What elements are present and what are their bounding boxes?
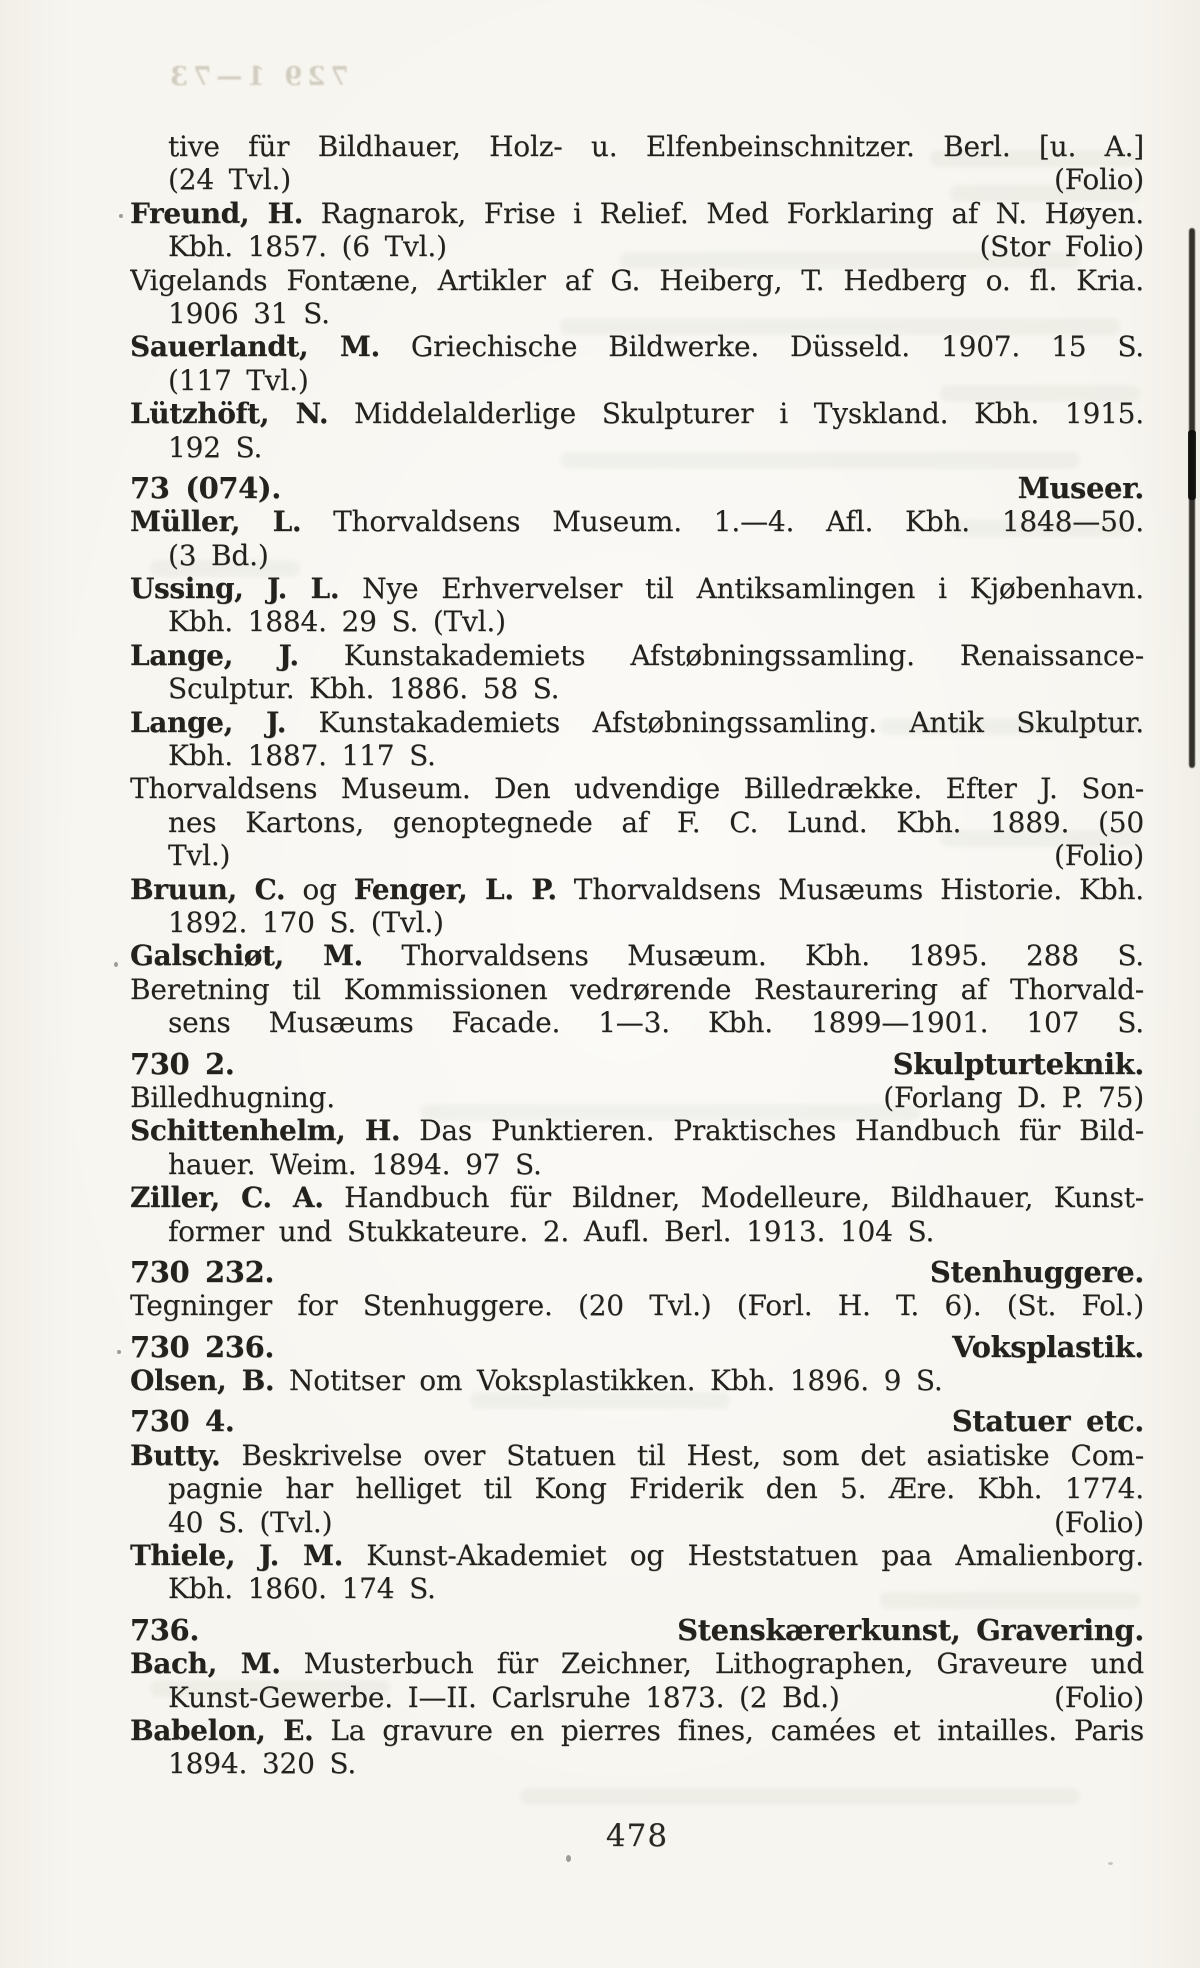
entry-author-name: Sauerlandt, M.	[130, 330, 380, 364]
entry-text: La gravure en pierres fines, camées et intailles. Paris	[313, 1713, 1144, 1747]
section-title	[930, 1256, 1144, 1289]
entry-line	[130, 1006, 1144, 1039]
section-number	[130, 1256, 274, 1289]
entry-author-name: 730 4.	[130, 1405, 235, 1439]
entry-line	[130, 1572, 1144, 1605]
entry-line	[130, 1215, 1144, 1248]
format-note	[1054, 163, 1144, 196]
entry-line	[130, 572, 1144, 605]
entry-line	[130, 539, 1144, 572]
entry-line	[130, 230, 1144, 263]
entry-line	[130, 1114, 1144, 1147]
entry-author-name: 730 2.	[130, 1047, 235, 1081]
entry-text: (Folio)	[1054, 163, 1144, 197]
entry-author-name: 73 (074).	[130, 471, 281, 505]
ink-speck	[119, 214, 123, 218]
format-note	[883, 1081, 1144, 1114]
entry-text: Ragnarok, Frise i Relief. Med Forklaring af N. Høyen.	[302, 196, 1144, 230]
entry-line	[130, 431, 1144, 464]
entry-line	[130, 505, 1144, 538]
entry-text: Musterbuch für Zeichner, Lithographen, Graveure und	[280, 1647, 1144, 1681]
entry-line	[130, 973, 1144, 1006]
entry-text: pagnie har helliget til Kong Friderik den 5. Ære. Kbh. 1774.	[168, 1472, 1144, 1506]
entry-left-text	[168, 1681, 840, 1714]
entry-text: Thorvaldsens Museum. Den udvendige Billedrække. Efter J. Son-	[130, 772, 1144, 806]
entry-author-name: Skulpturteknik.	[892, 1047, 1144, 1081]
entry-line	[130, 1148, 1144, 1181]
entry-text: 40 S. (Tvl.)	[168, 1505, 333, 1539]
entry-line	[130, 364, 1144, 397]
entry-author-name: Freund, H.	[130, 196, 303, 230]
entry-author-name: Statuer etc.	[951, 1405, 1144, 1439]
entry-line	[130, 197, 1144, 230]
entry-text: tive für Bildhauer, Holz- u. Elfenbeinschnitzer. Berl. [u. A.]	[168, 130, 1144, 163]
entry-text: nes Kartons, genoptegnede af F. C. Lund. Kbh. 1889. (50	[168, 805, 1144, 839]
entry-author-name: 736.	[130, 1613, 200, 1647]
entry-text: former und Stukkateure. 2. Aufl. Berl. 1913. 104 S.	[168, 1214, 935, 1248]
entry-line	[130, 672, 1144, 705]
entry-text: (Folio)	[1054, 1680, 1144, 1714]
entry-line	[130, 605, 1144, 638]
entry-line	[130, 806, 1144, 839]
entry-text: (Forlang D. P. 75)	[883, 1080, 1144, 1114]
entry-text: Kunstakademiets Afstøbningssamling. Antik Skulptur.	[286, 705, 1144, 739]
entry-text: (Stor Folio)	[979, 230, 1144, 264]
entry-author-name: Butty.	[130, 1438, 221, 1472]
format-note	[1054, 839, 1144, 872]
entry-text: Kbh. 1887. 117 S.	[168, 739, 436, 773]
section-title	[952, 1405, 1144, 1438]
entry-left-text	[168, 163, 291, 196]
entry-left-text	[168, 839, 230, 872]
entry-text: Kbh. 1884. 29 S. (Tvl.)	[168, 605, 506, 639]
section-number	[130, 1331, 274, 1364]
entry-line	[130, 330, 1144, 363]
entry-text: Kunst-Akademiet og Heststatuen paa Amalienborg.	[342, 1539, 1144, 1573]
entry-author-name: Fenger, L. P.	[353, 872, 557, 906]
entry-text: Thorvaldsens Musæum. Kbh. 1895. 288 S.	[362, 939, 1144, 973]
section-number	[130, 472, 281, 505]
entry-author-name: Galschiøt, M.	[130, 939, 363, 973]
entry-text: Vigelands Fontæne, Artikler af G. Heiberg, T. Hedberg o. fl. Kria.	[130, 263, 1144, 297]
entry-line	[130, 1181, 1144, 1214]
entry-line	[130, 639, 1144, 672]
entry-text: 192 S.	[168, 430, 263, 464]
entry-text: Nye Erhvervelser til Antiksamlingen i Kjøbenhavn.	[339, 572, 1144, 606]
entry-text: (24 Tvl.)	[168, 163, 291, 197]
entry-text: Kunst-Gewerbe. I—II. Carlsruhe 1873. (2 Bd.)	[168, 1680, 840, 1714]
entry-line	[130, 1681, 1144, 1714]
entry-line	[130, 1747, 1144, 1780]
section-heading-line	[130, 1614, 1144, 1647]
entry-text: Kunstakademiets Afstøbningssamling. Renaissance-	[298, 638, 1144, 672]
entry-line	[130, 297, 1144, 330]
ink-speck	[117, 1350, 121, 1354]
entry-text: Das Punktieren. Praktisches Handbuch für Bild-	[400, 1114, 1144, 1148]
entry-text: 1892. 170 S. (Tvl.)	[168, 905, 444, 939]
entry-line	[130, 1506, 1144, 1539]
entry-line	[130, 906, 1144, 939]
entry-line	[130, 772, 1144, 805]
section-title	[677, 1614, 1144, 1647]
entry-text: Sculptur. Kbh. 1886. 58 S.	[168, 672, 560, 706]
entry-line	[130, 706, 1144, 739]
entry-line	[130, 1364, 1144, 1397]
entry-text: Billedhugning.	[130, 1080, 335, 1114]
entry-text: sens Musæums Facade. 1—3. Kbh. 1899—1901. 107 S.	[168, 1006, 1144, 1040]
page-number: 478	[605, 1818, 669, 1854]
entry-text: og	[285, 872, 354, 906]
section-number	[130, 1405, 235, 1438]
entry-author-name: Schittenhelm, H.	[130, 1114, 401, 1148]
section-heading-line	[130, 1256, 1144, 1289]
entry-author-name: Ussing, J. L.	[130, 572, 340, 606]
ink-speck	[566, 1855, 571, 1862]
entry-text: (117 Tvl.)	[168, 363, 309, 397]
entry-text: Thorvaldsens Museum. 1.—4. Afl. Kbh. 1848—50.	[301, 505, 1144, 539]
entry-text: Beskrivelse over Statuen til Hest, som det asiatiske Com-	[220, 1438, 1144, 1472]
ink-speck	[1108, 1862, 1113, 1865]
entry-text: Notitser om Voksplastikken. Kbh. 1896. 9 S.	[274, 1364, 943, 1398]
entry-text: (Folio)	[1054, 1505, 1144, 1539]
entry-text: Tvl.)	[168, 839, 231, 873]
entry-text: Griechische Bildwerke. Düsseld. 1907. 15 S.	[379, 330, 1144, 364]
entry-text: Beretning til Kommissionen vedrørende Restaurering af Thorvald-	[130, 972, 1144, 1006]
format-note	[1054, 1681, 1144, 1714]
entry-author-name: Stenhuggere.	[929, 1255, 1144, 1289]
entry-author-name: Babelon, E.	[130, 1713, 314, 1747]
entry-line	[130, 1647, 1144, 1680]
entry-author-name: Bach, M.	[130, 1647, 281, 1681]
format-note	[1054, 1506, 1144, 1539]
entry-line	[130, 739, 1144, 772]
entry-line	[130, 1439, 1144, 1472]
entry-author-name: Voksplastik.	[952, 1330, 1144, 1364]
entry-left-text	[168, 1506, 332, 1539]
entry-line	[130, 130, 1144, 163]
ink-speck	[114, 962, 118, 967]
entry-author-name: Lange, J.	[130, 638, 299, 672]
entry-line	[130, 839, 1144, 872]
show-through-smudge	[520, 1788, 1080, 1805]
show-through-page-header: 729 1—73	[165, 62, 349, 92]
entry-text: (Folio)	[1054, 839, 1144, 873]
bibliography-text-block	[130, 130, 1144, 1781]
entry-text: Tegninger for Stenhuggere. (20 Tvl.) (Forl. H. T. 6). (St. Fol.)	[130, 1289, 1144, 1323]
entry-line	[130, 1472, 1144, 1505]
entry-line	[130, 1714, 1144, 1747]
entry-left-text	[168, 230, 447, 263]
format-note	[979, 230, 1144, 263]
entry-text: Thorvaldsens Musæums Historie. Kbh.	[556, 872, 1144, 906]
entry-author-name: 730 232.	[130, 1255, 275, 1289]
entry-author-name: Museer.	[1017, 471, 1144, 505]
entry-author-name: Müller, L.	[130, 505, 302, 539]
entry-left-text	[130, 1081, 335, 1114]
entry-text: 1906 31 S.	[168, 296, 330, 330]
entry-author-name: Bruun, C.	[130, 872, 286, 906]
entry-line	[130, 264, 1144, 297]
entry-text: 1894. 320 S.	[168, 1747, 357, 1781]
entry-author-name: Lützhöft, N.	[130, 397, 329, 431]
entry-author-name: Lange, J.	[130, 705, 287, 739]
entry-author-name: Ziller, C. A.	[130, 1181, 324, 1215]
entry-text: Kbh. 1857. (6 Tvl.)	[168, 230, 447, 264]
section-heading-line	[130, 1331, 1144, 1364]
section-title	[952, 1331, 1144, 1364]
section-number	[130, 1614, 199, 1647]
entry-line	[130, 1539, 1144, 1572]
entry-line	[130, 163, 1144, 196]
entry-text: Kbh. 1860. 174 S.	[168, 1572, 436, 1606]
entry-author-name: Olsen, B.	[130, 1364, 275, 1398]
section-heading-line	[130, 1405, 1144, 1438]
entry-text: Middelalderlige Skulpturer i Tyskland. Kbh. 1915.	[328, 397, 1144, 431]
entry-line	[130, 1081, 1144, 1114]
section-heading-line	[130, 1048, 1144, 1081]
entry-line	[130, 397, 1144, 430]
section-heading-line	[130, 472, 1144, 505]
entry-text: Handbuch für Bildner, Modelleure, Bildhauer, Kunst-	[323, 1181, 1144, 1215]
entry-author-name: Thiele, J. M.	[130, 1539, 343, 1573]
section-title	[893, 1048, 1144, 1081]
scan-edge-artifact	[1188, 430, 1196, 500]
entry-line	[130, 873, 1144, 906]
entry-author-name: Stenskærerkunst, Gravering.	[677, 1613, 1144, 1647]
entry-line	[130, 1289, 1144, 1322]
section-number	[130, 1048, 235, 1081]
entry-text: (3 Bd.)	[168, 538, 269, 572]
section-title	[1018, 472, 1144, 505]
entry-author-name: 730 236.	[130, 1330, 275, 1364]
entry-text: hauer. Weim. 1894. 97 S.	[168, 1147, 542, 1181]
entry-line	[130, 939, 1144, 972]
